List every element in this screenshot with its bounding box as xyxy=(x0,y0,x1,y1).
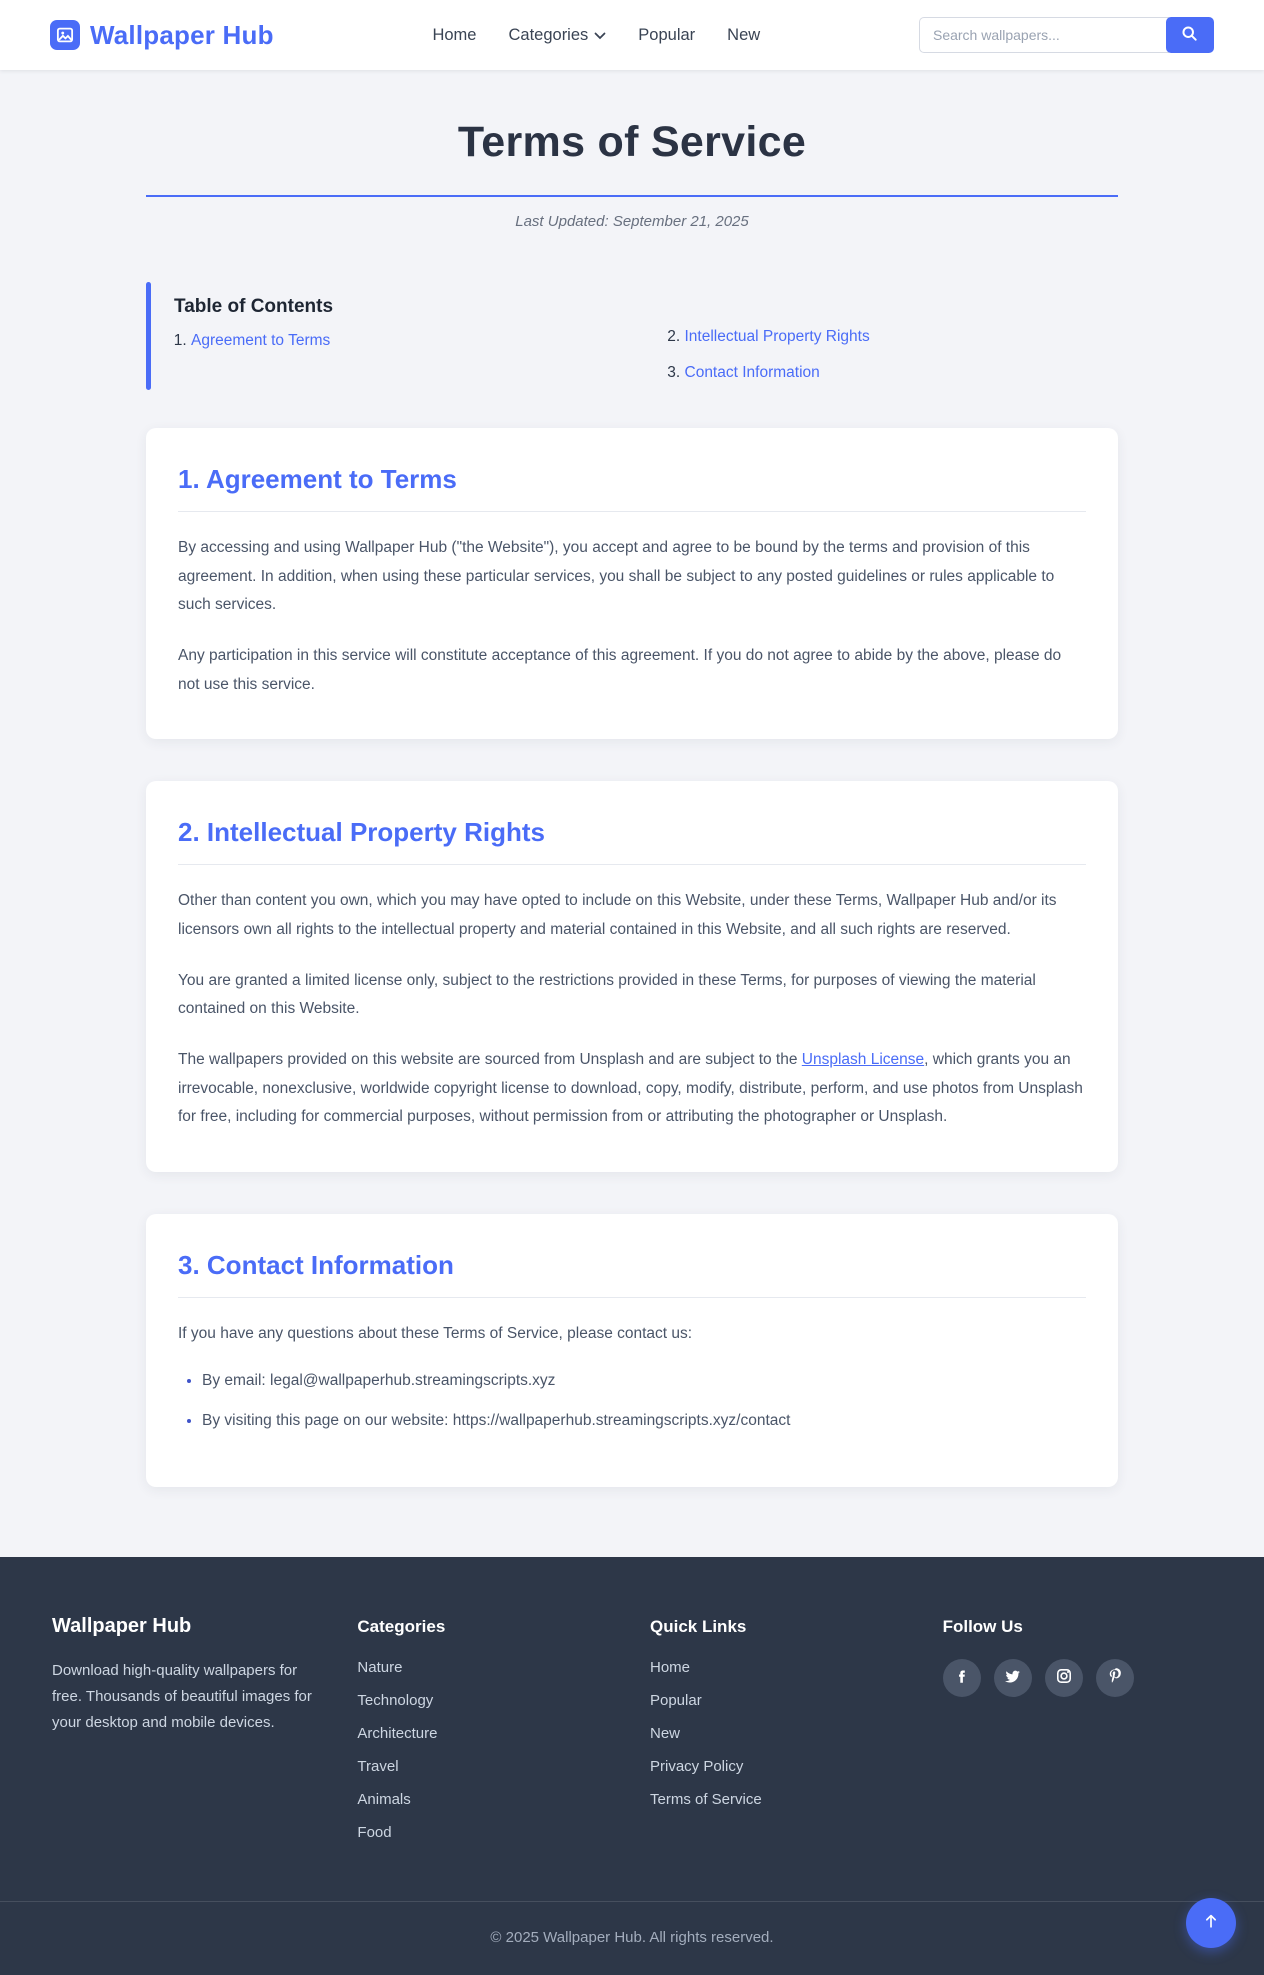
footer-bottom xyxy=(0,1901,1264,1975)
footer-categories-links xyxy=(357,1659,614,1841)
main-content xyxy=(0,70,1264,1529)
search-input[interactable] xyxy=(919,17,1169,53)
brand-logo[interactable] xyxy=(50,20,274,51)
copyright-text: © 2025 Wallpaper Hub. All rights reserved. xyxy=(490,1928,774,1946)
social-buttons xyxy=(943,1659,1212,1697)
search-bar xyxy=(919,17,1214,53)
instagram-icon xyxy=(1056,1668,1072,1687)
nav-item-popular[interactable]: Popular xyxy=(638,25,696,44)
footer-quicklinks-title: Quick Links xyxy=(649,1616,747,1636)
toc-item xyxy=(685,328,1119,346)
footer-description: Download high-quality wallpapers for free. Thousands of beautiful images for your desktop and mobile devices. xyxy=(52,1661,312,1732)
main-nav xyxy=(432,26,760,45)
scroll-to-top-button[interactable] xyxy=(1186,1898,1236,1948)
facebook-button[interactable] xyxy=(943,1659,981,1697)
nav-item-categories[interactable]: Categories xyxy=(508,26,606,45)
footer-link-privacy-policy[interactable]: Privacy Policy xyxy=(649,1757,744,1775)
search-icon xyxy=(1181,25,1198,45)
unsplash-license-link[interactable]: Unsplash License xyxy=(801,1051,925,1069)
footer-link-animals[interactable]: Animals xyxy=(357,1790,411,1808)
section-agreement-to-terms xyxy=(146,428,1118,739)
footer-link-home[interactable]: Home xyxy=(649,1658,690,1676)
section-contact-information xyxy=(146,1214,1118,1486)
footer-link-travel[interactable]: Travel xyxy=(357,1757,399,1775)
pinterest-icon xyxy=(1107,1668,1123,1687)
toc-link-agreement[interactable]: Agreement to Terms xyxy=(191,332,331,349)
search-button[interactable] xyxy=(1166,17,1214,53)
toc-item xyxy=(191,332,625,350)
brand-name: Wallpaper Hub xyxy=(90,19,274,50)
footer-link-food[interactable]: Food xyxy=(357,1823,392,1841)
contact-website-item: • By visiting this page on our website: https://wallpaperhub.streamingscripts.xyz/contact xyxy=(202,1407,1086,1435)
footer-link-new[interactable]: New xyxy=(649,1724,680,1742)
section-paragraph: By accessing and using Wallpaper Hub ("the Website"), you accept and agree to be bound by the terms and provision of this agreement. In addition, when using these particular services, you shall be subject to any posted guidelines or rules applicable to such services. xyxy=(178,539,1055,614)
toc-list xyxy=(174,328,1118,384)
facebook-icon xyxy=(954,1668,970,1687)
footer-follow-title: Follow Us xyxy=(942,1616,1023,1636)
table-of-contents xyxy=(146,282,1118,390)
section-heading: 3. Contact Information xyxy=(178,1250,1086,1298)
nav-item-home[interactable]: Home xyxy=(432,25,477,44)
section-paragraph: You are granted a limited license only, subject to the restrictions provided in these Terms, for purposes of viewing the material contained on this Website. xyxy=(178,971,1036,1018)
footer-link-nature[interactable]: Nature xyxy=(357,1658,403,1676)
last-updated: Last Updated: September 21, 2025 xyxy=(515,213,749,230)
pinterest-button[interactable] xyxy=(1096,1659,1134,1697)
twitter-button[interactable] xyxy=(994,1659,1032,1697)
footer-link-architecture[interactable]: Architecture xyxy=(357,1724,438,1742)
toc-link-contact[interactable]: Contact Information xyxy=(684,364,820,381)
toc-item xyxy=(685,364,1119,382)
footer-quick-links xyxy=(650,1659,907,1808)
footer-link-technology[interactable]: Technology xyxy=(357,1691,434,1709)
footer-quicklinks-column xyxy=(650,1615,907,1857)
toc-link-intellectual-property[interactable]: Intellectual Property Rights xyxy=(684,328,870,345)
image-logo-icon xyxy=(50,20,80,50)
footer-categories-title: Categories xyxy=(357,1616,446,1636)
site-footer xyxy=(0,1557,1264,1975)
chevron-down-icon xyxy=(594,26,606,45)
section-paragraph: Other than content you own, which you may have opted to include on this Website, under these Terms, Wallpaper Hub and/or its licensors own all rights to the intellectual property and material contained in this Website, and all such rights are reserved. xyxy=(178,892,1057,939)
twitter-icon xyxy=(1004,1668,1021,1688)
footer-link-popular[interactable]: Popular xyxy=(649,1691,702,1709)
footer-categories-column xyxy=(357,1615,614,1857)
section-heading: 1. Agreement to Terms xyxy=(178,464,1086,512)
arrow-up-icon xyxy=(1201,1911,1221,1934)
contact-list xyxy=(178,1367,1086,1435)
toc-title: Table of Contents xyxy=(174,296,334,317)
instagram-button[interactable] xyxy=(1045,1659,1083,1697)
section-paragraph: The wallpapers provided on this website are sourced from Unsplash and are subject to the Unsplash License, which grants you an irrevocable, nonexclusive, worldwide copyright license to download, copy, modify, distribute, perform, and use photos from Unsplash for free, including for commercial purposes, without permission from or attributing the photographer or Unsplash. xyxy=(178,1051,1083,1126)
footer-about-column xyxy=(52,1615,321,1857)
page-header xyxy=(146,70,1118,197)
section-heading: 2. Intellectual Property Rights xyxy=(178,817,1086,865)
footer-link-terms-of-service[interactable]: Terms of Service xyxy=(649,1790,762,1808)
nav-item-new[interactable]: New xyxy=(727,25,761,44)
section-paragraph: If you have any questions about these Terms of Service, please contact us: xyxy=(178,1325,693,1343)
section-intellectual-property-rights xyxy=(146,781,1118,1172)
site-header xyxy=(0,0,1264,70)
section-paragraph: Any participation in this service will constitute acceptance of this agreement. If you do not agree to abide by the above, please do not use this service. xyxy=(178,647,1062,693)
footer-brand: Wallpaper Hub xyxy=(52,1614,192,1637)
page-title: Terms of Service xyxy=(457,118,807,166)
contact-email-item: • By email: legal@wallpaperhub.streamingscripts.xyz xyxy=(202,1367,1086,1395)
footer-follow-column xyxy=(943,1615,1212,1857)
